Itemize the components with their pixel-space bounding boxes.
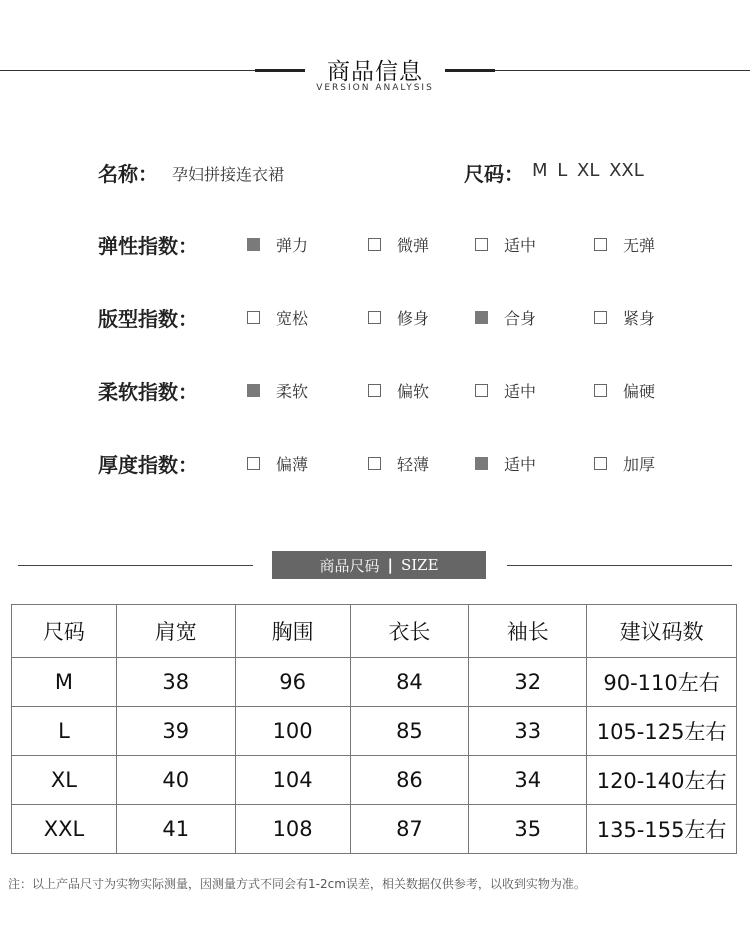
table-row — [12, 756, 737, 805]
table-header-cell: 袖长 — [469, 605, 587, 658]
option-label: 合身 — [504, 309, 537, 328]
table-cell: 96 — [235, 658, 350, 707]
option-label: 柔软 — [276, 382, 309, 401]
option-label: 无弹 — [623, 236, 656, 255]
size-banner-en: SIZE — [400, 556, 439, 574]
page-title: 商品信息 — [327, 59, 423, 85]
table-cell: 87 — [350, 805, 469, 854]
option-label: 适中 — [504, 382, 537, 401]
checkbox — [247, 238, 260, 251]
option-label: 偏软 — [397, 382, 430, 401]
table-header-cell: 肩宽 — [116, 605, 235, 658]
option-label: 弹力 — [276, 236, 309, 255]
option-label: 偏薄 — [276, 455, 309, 474]
table-row — [12, 805, 737, 854]
table-cell: 90-110左右 — [587, 658, 737, 707]
option-fit-2 — [368, 306, 429, 329]
option-elasticity-4 — [594, 233, 655, 256]
table-cell: 39 — [116, 707, 235, 756]
table-header-cell: 尺码 — [12, 605, 117, 658]
index-label-softness: 柔软指数： — [98, 380, 198, 404]
table-cell: M — [12, 658, 117, 707]
option-label: 偏硬 — [623, 382, 656, 401]
option-thickness-4 — [594, 452, 655, 475]
option-label: 紧身 — [623, 309, 656, 328]
checkbox — [475, 457, 488, 470]
option-softness-3 — [475, 379, 536, 402]
checkbox — [475, 238, 488, 251]
checkbox — [247, 384, 260, 397]
table-cell: 135-155左右 — [587, 805, 737, 854]
table-cell: 105-125左右 — [587, 707, 737, 756]
table-cell: XXL — [12, 805, 117, 854]
option-elasticity-3 — [475, 233, 536, 256]
option-elasticity-1 — [247, 233, 308, 256]
option-label: 修身 — [397, 309, 430, 328]
option-label: 适中 — [504, 455, 537, 474]
table-cell: 108 — [235, 805, 350, 854]
table-cell: 85 — [350, 707, 469, 756]
name-value: 孕妇拼接连衣裙 — [172, 165, 285, 184]
checkbox — [475, 384, 488, 397]
table-header-cell: 胸围 — [235, 605, 350, 658]
option-thickness-1 — [247, 452, 308, 475]
banner-left-line — [18, 565, 253, 566]
table-cell: 120-140左右 — [587, 756, 737, 805]
table-cell: 100 — [235, 707, 350, 756]
footnote: 注：以上产品尺寸为实物实际测量，因测量方式不同会有1-2cm误差，相关数据仅供参考，以收到实物为准。 — [8, 877, 586, 891]
option-label: 加厚 — [623, 455, 656, 474]
index-label-fit: 版型指数： — [98, 307, 198, 331]
checkbox — [368, 457, 381, 470]
table-cell: 41 — [116, 805, 235, 854]
option-label: 微弹 — [397, 236, 430, 255]
checkbox — [594, 384, 607, 397]
table-cell: XL — [12, 756, 117, 805]
option-label: 宽松 — [276, 309, 309, 328]
checkbox — [368, 311, 381, 324]
table-cell: 86 — [350, 756, 469, 805]
name-label: 名称： — [98, 162, 158, 186]
table-cell: 38 — [116, 658, 235, 707]
page-subtitle: VERSION ANALYSIS — [316, 83, 434, 93]
checkbox — [594, 238, 607, 251]
index-label-elasticity: 弹性指数： — [98, 234, 198, 258]
table-header-row — [12, 605, 737, 658]
table-row — [12, 658, 737, 707]
option-softness-4 — [594, 379, 655, 402]
banner-right-line — [507, 565, 732, 566]
option-fit-1 — [247, 306, 308, 329]
checkbox — [247, 457, 260, 470]
table-cell: 32 — [469, 658, 587, 707]
table-cell: 84 — [350, 658, 469, 707]
table-header-cell: 衣长 — [350, 605, 469, 658]
option-fit-4 — [594, 306, 655, 329]
checkbox — [368, 238, 381, 251]
option-thickness-2 — [368, 452, 429, 475]
checkbox — [594, 457, 607, 470]
option-label: 轻薄 — [397, 455, 430, 474]
option-elasticity-2 — [368, 233, 429, 256]
checkbox — [475, 311, 488, 324]
size-banner-separator: | — [387, 556, 393, 574]
size-banner-title: 商品尺码 — [319, 556, 380, 575]
table-header-cell: 建议码数 — [587, 605, 737, 658]
table-cell: 34 — [469, 756, 587, 805]
checkbox — [368, 384, 381, 397]
option-softness-2 — [368, 379, 429, 402]
table-cell: L — [12, 707, 117, 756]
table-cell: 35 — [469, 805, 587, 854]
option-thickness-3 — [475, 452, 536, 475]
option-label: 适中 — [504, 236, 537, 255]
size-value: M L XL XXL — [532, 160, 644, 181]
option-fit-3 — [475, 306, 536, 329]
table-cell: 40 — [116, 756, 235, 805]
size-label: 尺码： — [464, 162, 524, 186]
checkbox — [594, 311, 607, 324]
checkbox — [247, 311, 260, 324]
table-cell: 33 — [469, 707, 587, 756]
size-banner — [272, 551, 486, 579]
size-table — [11, 604, 737, 854]
index-label-thickness: 厚度指数： — [98, 453, 198, 477]
option-softness-1 — [247, 379, 308, 402]
table-cell: 104 — [235, 756, 350, 805]
table-row — [12, 707, 737, 756]
